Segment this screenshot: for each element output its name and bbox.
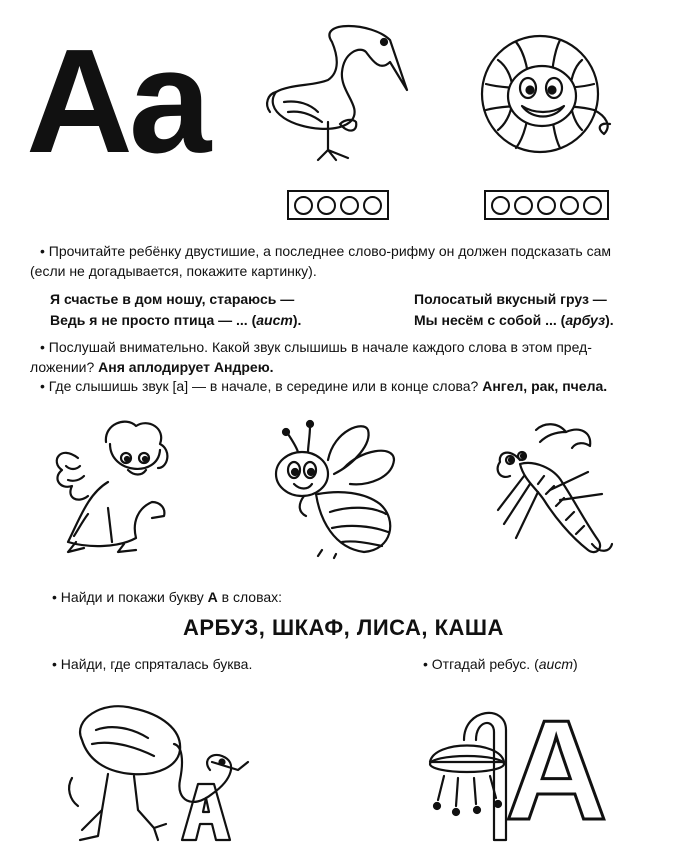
word-examples: Ангел, рак, пчела.	[482, 378, 608, 394]
task2-instruction: • Послушай внимательно. Какой звук слышишь в начале каждого слова в этом пред-	[40, 339, 592, 355]
sound-slot[interactable]	[340, 196, 359, 215]
task4-left-instruction: • Найди, где спряталась буква.	[52, 656, 253, 672]
sound-slot[interactable]	[294, 196, 313, 215]
target-letter: А	[207, 589, 218, 605]
watermelon-sound-scheme	[484, 190, 609, 220]
sound-slot[interactable]	[583, 196, 602, 215]
ostrich-hidden-letter	[206, 826, 207, 827]
task1-instruction: • Прочитайте ребёнку двустишие, а последнее слово-рифму он должен подсказать сам	[40, 243, 612, 259]
rhyme-stork: Я счастье в дом ношу, стараюсь — Ведь я не просто птица — ... (аист).	[50, 291, 302, 328]
rhyme-watermelon: Полосатый вкусный груз — Мы несём с собой ... (арбуз).	[414, 291, 614, 328]
angel-picture	[48, 418, 188, 558]
sound-slot[interactable]	[363, 196, 382, 215]
sound-slot[interactable]	[317, 196, 336, 215]
sound-slot[interactable]	[514, 196, 533, 215]
word-list: АРБУЗ, ШКАФ, ЛИСА, КАША	[183, 615, 504, 640]
task3-instruction: • Найди и покажи букву А в словах:	[52, 589, 283, 605]
task2-question: • Где слышишь звук [а] — в начале, в середине или в конце слова? Ангел, рак, пчела.	[40, 378, 608, 394]
stork-sound-scheme	[287, 190, 389, 220]
rhyme-answer: арбуз	[565, 312, 606, 328]
rebus-shower-picture	[420, 700, 510, 840]
rebus-letter: А	[505, 691, 608, 850]
watermelon-picture	[478, 30, 618, 160]
rhyme-answer: аист	[256, 312, 293, 328]
rebus-answer: аист	[538, 656, 573, 672]
ostrich-picture	[62, 700, 257, 850]
stork-picture	[262, 22, 412, 167]
sound-slot[interactable]	[537, 196, 556, 215]
task2-instruction-continued: ложении? Аня аплодирует Андрею.	[30, 359, 274, 375]
sound-slot[interactable]	[491, 196, 510, 215]
sound-slot[interactable]	[560, 196, 579, 215]
big-letter-a: Aa	[26, 19, 208, 184]
task4-right-instruction: • Отгадай ребус. (аист)	[423, 656, 578, 672]
bee-picture	[268, 420, 408, 560]
sentence-example: Аня аплодирует Андрею.	[98, 359, 274, 375]
crayfish-picture	[484, 420, 619, 560]
task1-instruction-continued: (если не догадывается, покажите картинку).	[30, 263, 317, 279]
